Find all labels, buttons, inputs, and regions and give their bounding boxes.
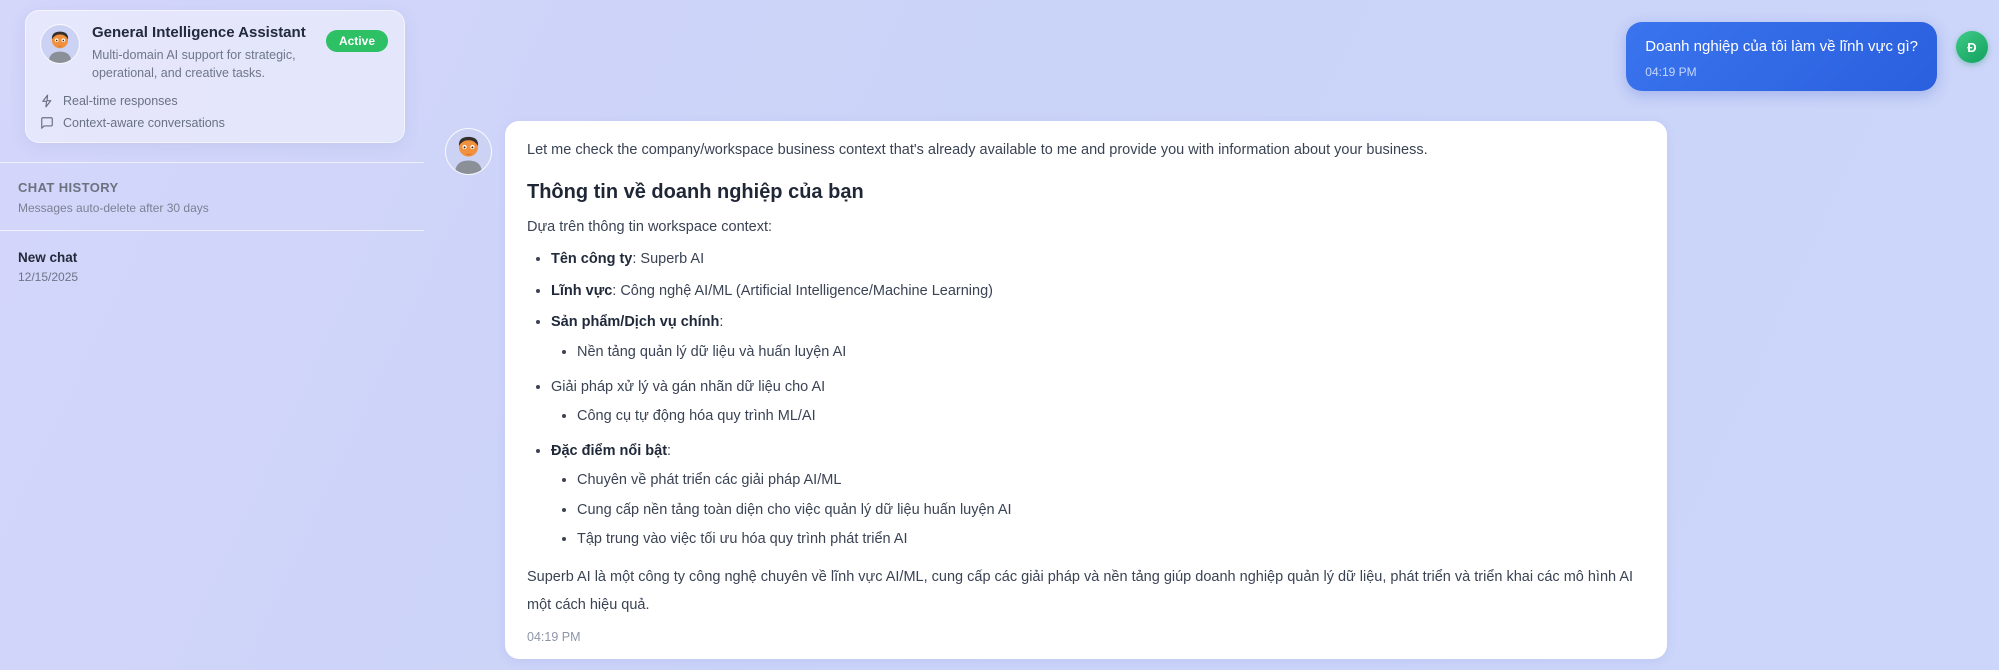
assistant-bullet-list — [527, 249, 1643, 550]
assistant-info-card — [25, 10, 405, 143]
sub-list-item: • Chuyên về phát triển các giải pháp AI/ML — [577, 470, 1643, 491]
assistant-message-time: 04:19 PM — [527, 630, 581, 645]
person-avatar-icon — [446, 128, 491, 175]
assistant-summary-text: Superb AI là một công ty công nghệ chuyên về lĩnh vực AI/ML, cung cấp các giải pháp và nền tảng giúp doanh nghiệp quản lý dữ liệu, phát triển và triển khai các mô hình AI một cách hiệu quả. — [527, 569, 1634, 613]
assistant-context-line: Dựa trên thông tin workspace context: — [527, 219, 773, 236]
feature-realtime — [40, 94, 388, 108]
chat-area — [424, 0, 1999, 670]
list-item — [551, 441, 1643, 550]
sub-list-item: • Tập trung vào việc tối ưu hóa quy trình phát triển AI — [577, 529, 1643, 550]
status-badge: Active — [326, 30, 388, 52]
chat-history-item-new-chat[interactable] — [0, 231, 424, 300]
sidebar — [0, 0, 424, 670]
assistant-card-text — [92, 24, 318, 82]
feature-label: Context-aware conversations — [63, 116, 225, 130]
user-message-time: 04:19 PM — [1645, 64, 1697, 79]
sub-list-item: • Nền tảng quản lý dữ liệu và huấn luyện AI — [577, 342, 1643, 363]
assistant-intro-text: Let me check the company/workspace business context that's already available to me and provide you with information about your business. — [527, 141, 1428, 158]
assistant-card-header — [40, 24, 388, 82]
user-message-row — [424, 22, 1999, 91]
chat-history-subtitle: Messages auto-delete after 30 days — [18, 201, 209, 215]
list-item-text: : — [719, 314, 724, 331]
person-avatar-icon — [41, 24, 79, 64]
assistant-message-card — [505, 121, 1667, 660]
list-item — [551, 281, 1643, 302]
assistant-sub-list — [551, 342, 1643, 363]
assistant-sub-list — [551, 470, 1643, 550]
list-item — [551, 249, 1643, 270]
lightning-icon — [40, 94, 54, 108]
assistant-message-row — [445, 121, 1999, 660]
assistant-sub-list — [551, 406, 1643, 427]
user-message-text: Doanh nghiệp của tôi làm về lĩnh vực gì? — [1645, 38, 1918, 55]
list-item-text: : — [667, 442, 672, 459]
chat-item-date: 12/15/2025 — [18, 270, 79, 284]
list-item-bold: Sản phẩm/Dịch vụ chính — [551, 314, 720, 331]
assistant-heading: Thông tin về doanh nghiệp của bạn — [527, 181, 864, 204]
assistant-title: General Intelligence Assistant — [92, 24, 306, 41]
list-item-bold: Lĩnh vực — [551, 282, 613, 299]
sub-list-item: • Cung cấp nền tảng toàn diện cho việc quản lý dữ liệu huấn luyện AI — [577, 500, 1643, 521]
user-avatar: Đ — [1956, 31, 1988, 63]
assistant-avatar — [40, 24, 80, 64]
list-item — [551, 377, 1643, 427]
chat-bubble-icon — [40, 116, 54, 130]
list-item-text: Giải pháp xử lý và gán nhãn dữ liệu cho AI — [551, 378, 826, 395]
user-message-bubble — [1626, 22, 1937, 91]
chat-history-title: CHAT HISTORY — [18, 180, 119, 195]
assistant-avatar — [445, 128, 492, 175]
chat-item-title: New chat — [18, 250, 78, 265]
assistant-subtitle: Multi-domain AI support for strategic, operational, and creative tasks. — [92, 47, 296, 80]
chat-history-header — [0, 163, 424, 230]
list-item-text: : Công nghệ AI/ML (Artificial Intelligence/Machine Learning) — [612, 282, 993, 299]
list-item — [551, 312, 1643, 362]
list-item-text: : Superb AI — [632, 251, 705, 268]
sub-list-item: • Công cụ tự động hóa quy trình ML/AI — [577, 406, 1643, 427]
feature-context — [40, 116, 388, 130]
feature-label: Real-time responses — [63, 94, 178, 108]
list-item-bold: Tên công ty — [551, 251, 633, 268]
list-item-bold: Đặc điểm nổi bật — [551, 442, 668, 459]
feature-list — [40, 94, 388, 130]
